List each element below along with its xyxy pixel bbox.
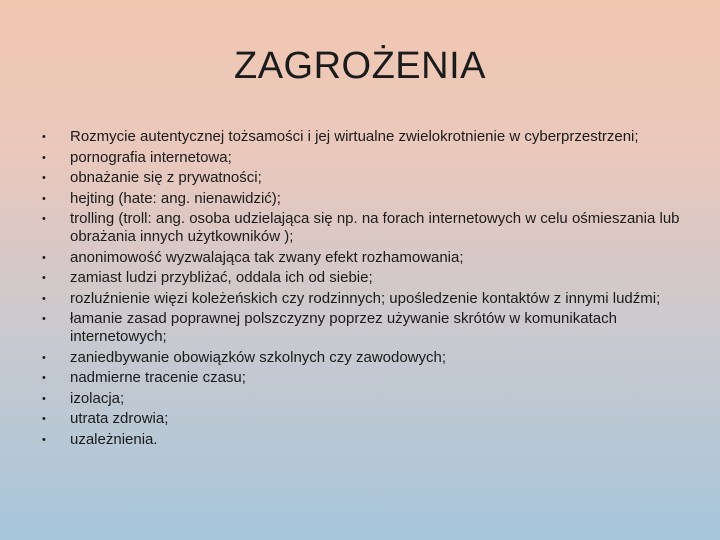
bullet-text: pornografia internetowa; [70, 148, 232, 166]
bullet-item [42, 210, 682, 246]
bullet-icon: • [42, 172, 46, 184]
bullet-text: obnażanie się z prywatności; [70, 169, 262, 186]
bullet-item [42, 190, 682, 208]
bullet-icon: • [42, 313, 46, 325]
bullet-item [42, 431, 682, 449]
bullet-icon: • [42, 192, 46, 205]
bullet-item [42, 349, 682, 367]
bullet-icon: • [42, 131, 46, 143]
bullet-list [42, 128, 682, 451]
bullet-text: zamiast ludzi przybliżać, oddala ich od siebie; [70, 269, 373, 286]
slide-title: ZAGROŻENIA [233, 45, 487, 87]
bullet-text: utrata zdrowia; [70, 410, 169, 427]
bullet-icon: • [42, 351, 46, 364]
bullet-text: uzależnienia. [70, 430, 158, 448]
bullet-icon: • [42, 292, 46, 305]
bullet-item [42, 128, 682, 146]
bullet-icon: • [42, 251, 46, 264]
bullet-text: rozluźnienie więzi koleżeńskich czy rodzinnych; upośledzenie kontaktów z innymi ludźmi; [70, 289, 661, 307]
bullet-item [42, 169, 682, 187]
bullet-item [42, 249, 682, 267]
bullet-text: anonimowość wyzwalająca tak zwany efekt rozhamowania; [70, 248, 464, 266]
bullet-item [42, 369, 682, 387]
bullet-text: izolacja; [70, 389, 125, 407]
bullet-icon: • [42, 272, 46, 284]
bullet-item [42, 149, 682, 167]
bullet-item [42, 269, 682, 287]
bullet-text: nadmierne tracenie czasu; [70, 369, 246, 386]
bullet-icon: • [42, 413, 46, 425]
bullet-text: hejting (hate: ang. nienawidzić); [70, 189, 281, 207]
bullet-item [42, 390, 682, 408]
bullet-icon: • [42, 433, 46, 446]
bullet-item [42, 410, 682, 428]
bullet-icon: • [42, 213, 46, 225]
bullet-icon: • [42, 151, 46, 164]
bullet-text: trolling (troll: ang. osoba udzielająca się np. na forach internetowych w celu ośmieszania lub obrażania innych użytkowników ); [70, 210, 680, 245]
bullet-text: Rozmycie autentycznej tożsamości i jej wirtualne zwielokrotnienie w cyberprzestrzeni; [70, 128, 639, 145]
bullet-item [42, 290, 682, 308]
bullet-icon: • [42, 392, 46, 405]
bullet-icon: • [42, 372, 46, 384]
bullet-text: łamanie zasad poprawnej polszczyzny poprzez używanie skrótów w komunikatach internetowych; [70, 310, 617, 345]
bullet-text: zaniedbywanie obowiązków szkolnych czy zawodowych; [70, 348, 447, 366]
bullet-item [42, 310, 682, 346]
